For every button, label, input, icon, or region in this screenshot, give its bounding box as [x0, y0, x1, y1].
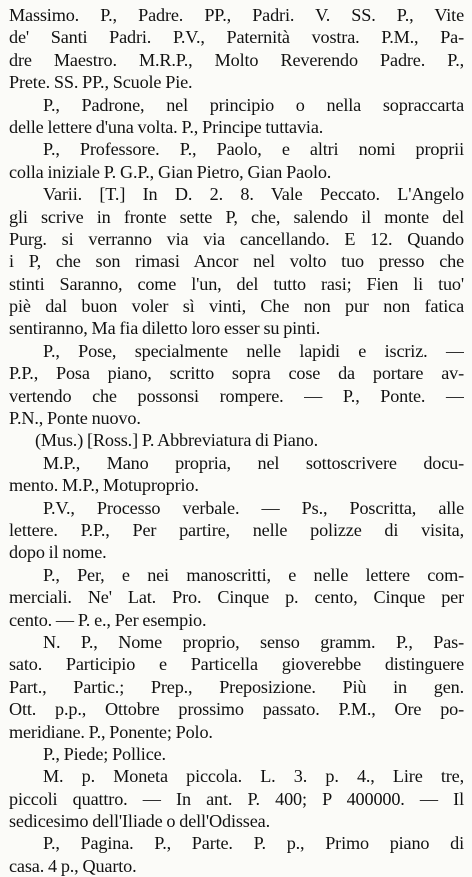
text-line: Part., Partic.; Prep., Preposizione. Più in gen.	[9, 676, 464, 697]
text-line: merciali. Ne' Lat. Pro. Cinque p. cento, Cinque per	[9, 587, 464, 608]
text-line: piè dal buon voler sì vinti, Che non pur non fatica	[9, 296, 464, 317]
entry-text-body	[9, 4, 464, 877]
text-line: P., Pagina. P., Parte. P. p., Primo piano di	[43, 833, 464, 854]
text-line: P., Pose, specialmente nelle lapidi e iscriz. —	[43, 340, 464, 361]
text-line: casa. 4 p., Quarto.	[9, 855, 137, 876]
text-line: Prete. SS. PP., Scuole Pie.	[9, 72, 193, 93]
text-line: i P, che son rimasi Ancor nel volto tuo presso che	[9, 251, 464, 272]
text-line: P.N., Ponte nuovo.	[9, 408, 141, 429]
text-line: Varii. [T.] In D. 2. 8. Vale Peccato. L'Angelo	[43, 184, 464, 205]
text-line: Massimo. P., Padre. PP., Padri. V. SS. P., Vite	[9, 5, 464, 25]
text-line: gli scrive in fronte sette P, che, salendo il monte del	[9, 206, 464, 227]
text-line: colla iniziale P. G.P., Gian Pietro, Gian Paolo.	[9, 161, 332, 182]
text-line: Purg. si verranno via via cancellando. E 12. Quando	[9, 228, 464, 249]
text-line: (Mus.) [Ross.] P. Abbreviatura di Piano.	[35, 430, 318, 451]
text-line: M. p. Moneta piccola. L. 3. p. 4., Lire tre,	[43, 766, 464, 787]
text-line: M.P., Mano propria, nel sottoscrivere docu-	[43, 452, 464, 473]
text-line: P., Professore. P., Paolo, e altri nomi proprii	[43, 139, 464, 160]
text-line: lettere. P.P., Per partire, nelle polizze di visita,	[9, 519, 464, 540]
text-line: N. P., Nome proprio, senso gramm. P., Pas-	[43, 631, 464, 652]
text-line: P., Per, e nei manoscritti, e nelle lettere com-	[43, 564, 464, 585]
text-line: P., Piede; Pollice.	[43, 743, 166, 764]
text-line: vertendo che possonsi rompere. — P., Ponte. —	[9, 385, 464, 406]
text-line: dre Maestro. M.R.P., Molto Reverendo Padre. P.,	[9, 49, 464, 70]
text-line: piccoli quattro. — In ant. P. 400; P 400000. — Il	[9, 788, 464, 809]
text-line: P.V., Processo verbale. — Ps., Poscritta, alle	[43, 497, 464, 518]
text-line: cento. — P. e., Per esempio.	[9, 609, 207, 630]
text-line: sentiranno, Ma fia diletto loro esser su pinti.	[9, 318, 321, 339]
text-line: mento. M.P., Motuproprio.	[9, 475, 199, 496]
text-line: stinti Saranno, come l'un, del tutto rasi; Fien li tuo'	[9, 273, 464, 294]
text-line: Ott. p.p., Ottobre prossimo passato. P.M., Ore po-	[9, 699, 464, 720]
text-line: dopo il nome.	[9, 542, 107, 563]
text-line: de' Santi Padri. P.V., Paternità vostra. P.M., Pa-	[9, 27, 464, 48]
text-line: sato. Participio e Particella gioverebbe distinguere	[9, 654, 464, 675]
text-line: P., Padrone, nel principio o nella sopraccarta	[43, 94, 464, 115]
text-line: delle lettere d'una volta. P., Principe tuttavia.	[9, 116, 324, 137]
text-line: P.P., Posa piano, scritto sopra cose da portare av-	[9, 363, 464, 384]
text-line: sedicesimo dell'Iliade o dell'Odissea.	[9, 811, 270, 832]
text-line: meridiane. P., Ponente; Polo.	[9, 721, 213, 742]
